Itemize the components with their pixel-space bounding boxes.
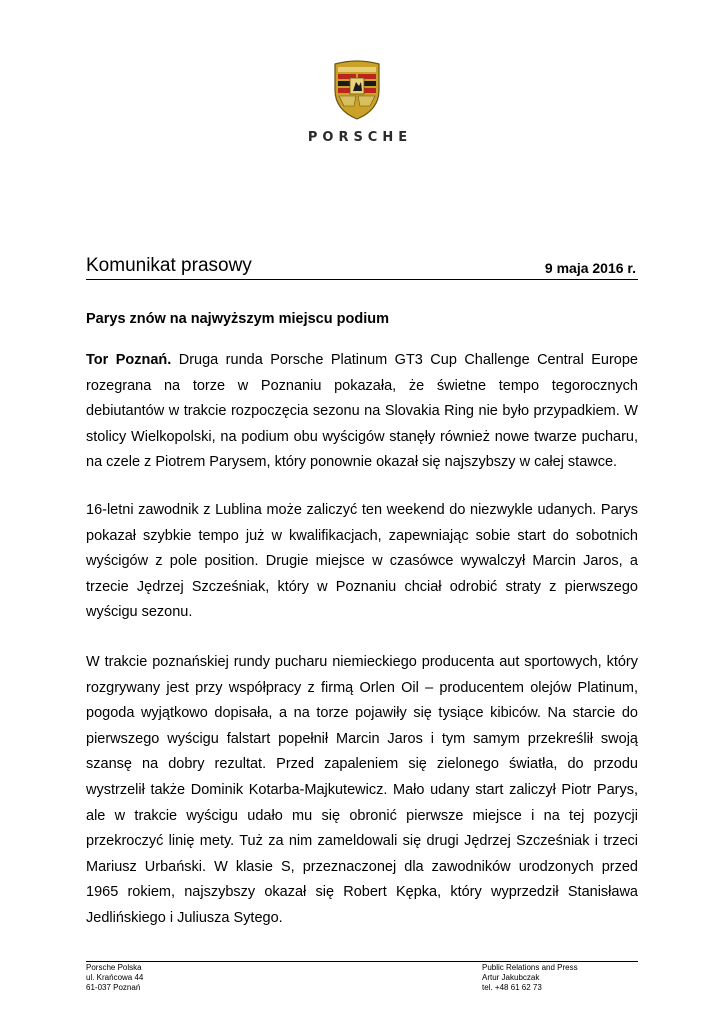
paragraph-text: Druga runda Porsche Platinum GT3 Cup Challenge Central Europe rozegrana na torze w Poznaniu pokazała, że świetne tempo tegorocznych debiutantów w trakcie rozpoczęcia sezonu na Slovakia Ring nie było przypadkiem. W stolicy Wielkopolski, na podium obu wyścigów stanęły również nowe twarze pucharu, na czele z Piotrem Parysem, który ponownie okazał się najszybszy w całej stawce. — [86, 352, 638, 471]
porsche-wordmark: PORSCHE — [307, 130, 413, 145]
page-footer — [86, 961, 638, 992]
footer-phone: tel. +48 61 62 73 — [482, 983, 542, 992]
article-paragraph-1 — [86, 348, 638, 476]
footer-street: ul. Krańcowa 44 — [86, 973, 144, 982]
article-paragraph-2: 16-letni zawodnik z Lublina może zaliczyć ten weekend do niezwykle udanych. Parys pokazał szybkie tempo już w kwalifikacjach, zapewniając sobie start do sobotnich wyścigów z pole position. Drugie miejsce w czasówce wywalczył Marcin Jaros, a trzecie Jędrzej Szcześniak, który w Poznaniu chciał odrobić straty z pierwszego wyścigu sezonu. — [86, 502, 638, 621]
document-date: 9 maja 2016 r. — [544, 260, 636, 276]
article-paragraph-3: W trakcie poznańskiej rundy pucharu niemieckiego producenta aut sportowych, który rozgrywany jest przy współpracy z firmą Orlen Oil – producentem olejów Platinum, pogoda wyjątkowo dopisała, a na torze pojawiły się tysiące kibiców. Na starcie do pierwszego wyścigu falstart popełnił Marcin Jaros i tym samym przekreślił swoją szansę na dobry rezultat. Przed zapaleniem się zielonego światła, do przodu wystrzelił także Dominik Kotarba-Majkutewicz. Mało udany start zaliczył Piotr Parys, ale w trakcie wyścigu udało mu się obronić pierwsze miejsce i na tej pozycji przekroczyć linię mety. Tuż za nim zameldowali się drugi Jędrzej Szcześniak i trzeci Mariusz Urbański. W klasie S, przeznaczonej dla zawodników urodzonych przed 1965 rokiem, najszybszy okazał się Robert Kępka, który wyprzedził Stanisława Jedlińskiego i Juliusza Sytego. — [86, 654, 638, 926]
document-header — [86, 255, 638, 280]
article-headline: Parys znów na najwyższym miejscu podium — [86, 311, 389, 327]
footer-contact-name: Artur Jakubczak — [482, 973, 540, 982]
porsche-logo — [280, 58, 440, 148]
document-title: Komunikat prasowy — [86, 255, 252, 276]
footer-city: 61-037 Poznań — [86, 983, 141, 992]
paragraph-lead: Tor Poznań. — [86, 352, 172, 368]
footer-company: Porsche Polska — [86, 963, 142, 972]
footer-contact — [482, 963, 578, 993]
footer-department: Public Relations and Press — [482, 963, 578, 972]
footer-address — [86, 963, 143, 993]
porsche-crest-icon — [332, 58, 382, 120]
